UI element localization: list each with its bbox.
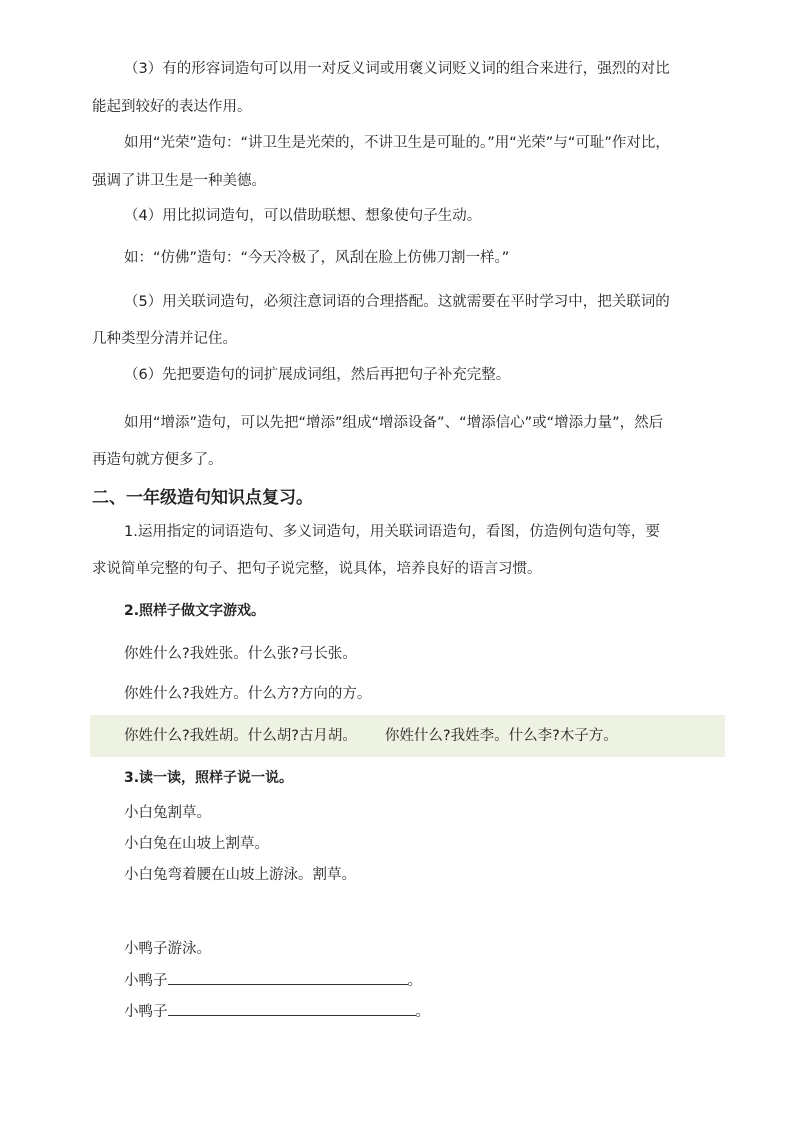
fill-in-blank-2[interactable] <box>168 1001 416 1016</box>
paragraph-3-line-2: 能起到较好的表达作用。 <box>92 99 252 115</box>
duck-line-2 <box>124 970 422 991</box>
word-game-line-1: 你姓什么?我姓张。什么张?弓长张。 <box>124 646 357 662</box>
rabbit-line-3: 小白兔弯着腰在山坡上游泳。割草。 <box>124 867 356 883</box>
duck-line-3-end: 。 <box>415 1004 430 1020</box>
paragraph-3-line-1: （3）有的形容词造句可以用一对反义词或用褒义词贬义词的组合来进行，强烈的对比 <box>124 61 670 77</box>
rabbit-line-1: 小白兔割草。 <box>124 805 211 821</box>
word-game-line-2: 你姓什么?我姓方。什么方?方向的方。 <box>124 686 372 702</box>
section-2-paragraph-line-2: 求说简单完整的句子、把句子说完整，说具体，培养良好的语言习惯。 <box>92 561 542 577</box>
word-game-hu: 你姓什么?我姓胡。什么胡?古月胡。 <box>124 728 357 744</box>
subheading-word-game: 2.照样子做文字游戏。 <box>124 603 266 619</box>
example-3-line-1: 如用“光荣”造句：“讲卫生是光荣的，不讲卫生是可耻的。”用“光荣”与“可耻”作对比， <box>124 135 670 151</box>
example-6-line-1: 如用“增添”造句，可以先把“增添”组成“增添设备”、“增添信心”或“增添力量”，然后 <box>124 415 664 431</box>
paragraph-6: （6）先把要造句的词扩展成词组，然后再把句子补充完整。 <box>124 367 511 383</box>
duck-line-3 <box>124 1001 430 1022</box>
duck-line-3-prefix: 小鸭子 <box>124 1004 168 1020</box>
duck-line-1: 小鸭子游泳。 <box>124 941 211 957</box>
section-2-heading: 二、一年级造句知识点复习。 <box>92 488 313 508</box>
paragraph-5-line-1: （5）用关联词造句，必须注意词语的合理搭配。这就需要在平时学习中，把关联词的 <box>124 294 670 310</box>
word-game-li: 你姓什么?我姓李。什么李?木子方。 <box>384 728 618 744</box>
paragraph-5-line-2: 几种类型分清并记住。 <box>92 331 237 347</box>
subheading-read-and-say: 3.读一读，照样子说一说。 <box>124 770 294 786</box>
word-game-line-3 <box>124 726 618 746</box>
section-2-paragraph-line-1: 1.运用指定的词语造句、多义词造句，用关联词语造句，看图，仿造例句造句等，要 <box>124 524 660 540</box>
example-3-line-2: 强调了讲卫生是一种美德。 <box>92 173 266 189</box>
fill-in-blank-1[interactable] <box>168 970 408 985</box>
paragraph-4: （4）用比拟词造句，可以借助联想、想象使句子生动。 <box>124 208 482 224</box>
duck-line-2-end: 。 <box>407 973 422 989</box>
example-6-line-2: 再造句就方便多了。 <box>92 452 223 468</box>
duck-line-2-prefix: 小鸭子 <box>124 973 168 989</box>
rabbit-line-2: 小白兔在山坡上割草。 <box>124 836 269 852</box>
example-4: 如：“仿佛”造句：“今天冷极了，风刮在脸上仿佛刀割一样。” <box>124 250 510 266</box>
